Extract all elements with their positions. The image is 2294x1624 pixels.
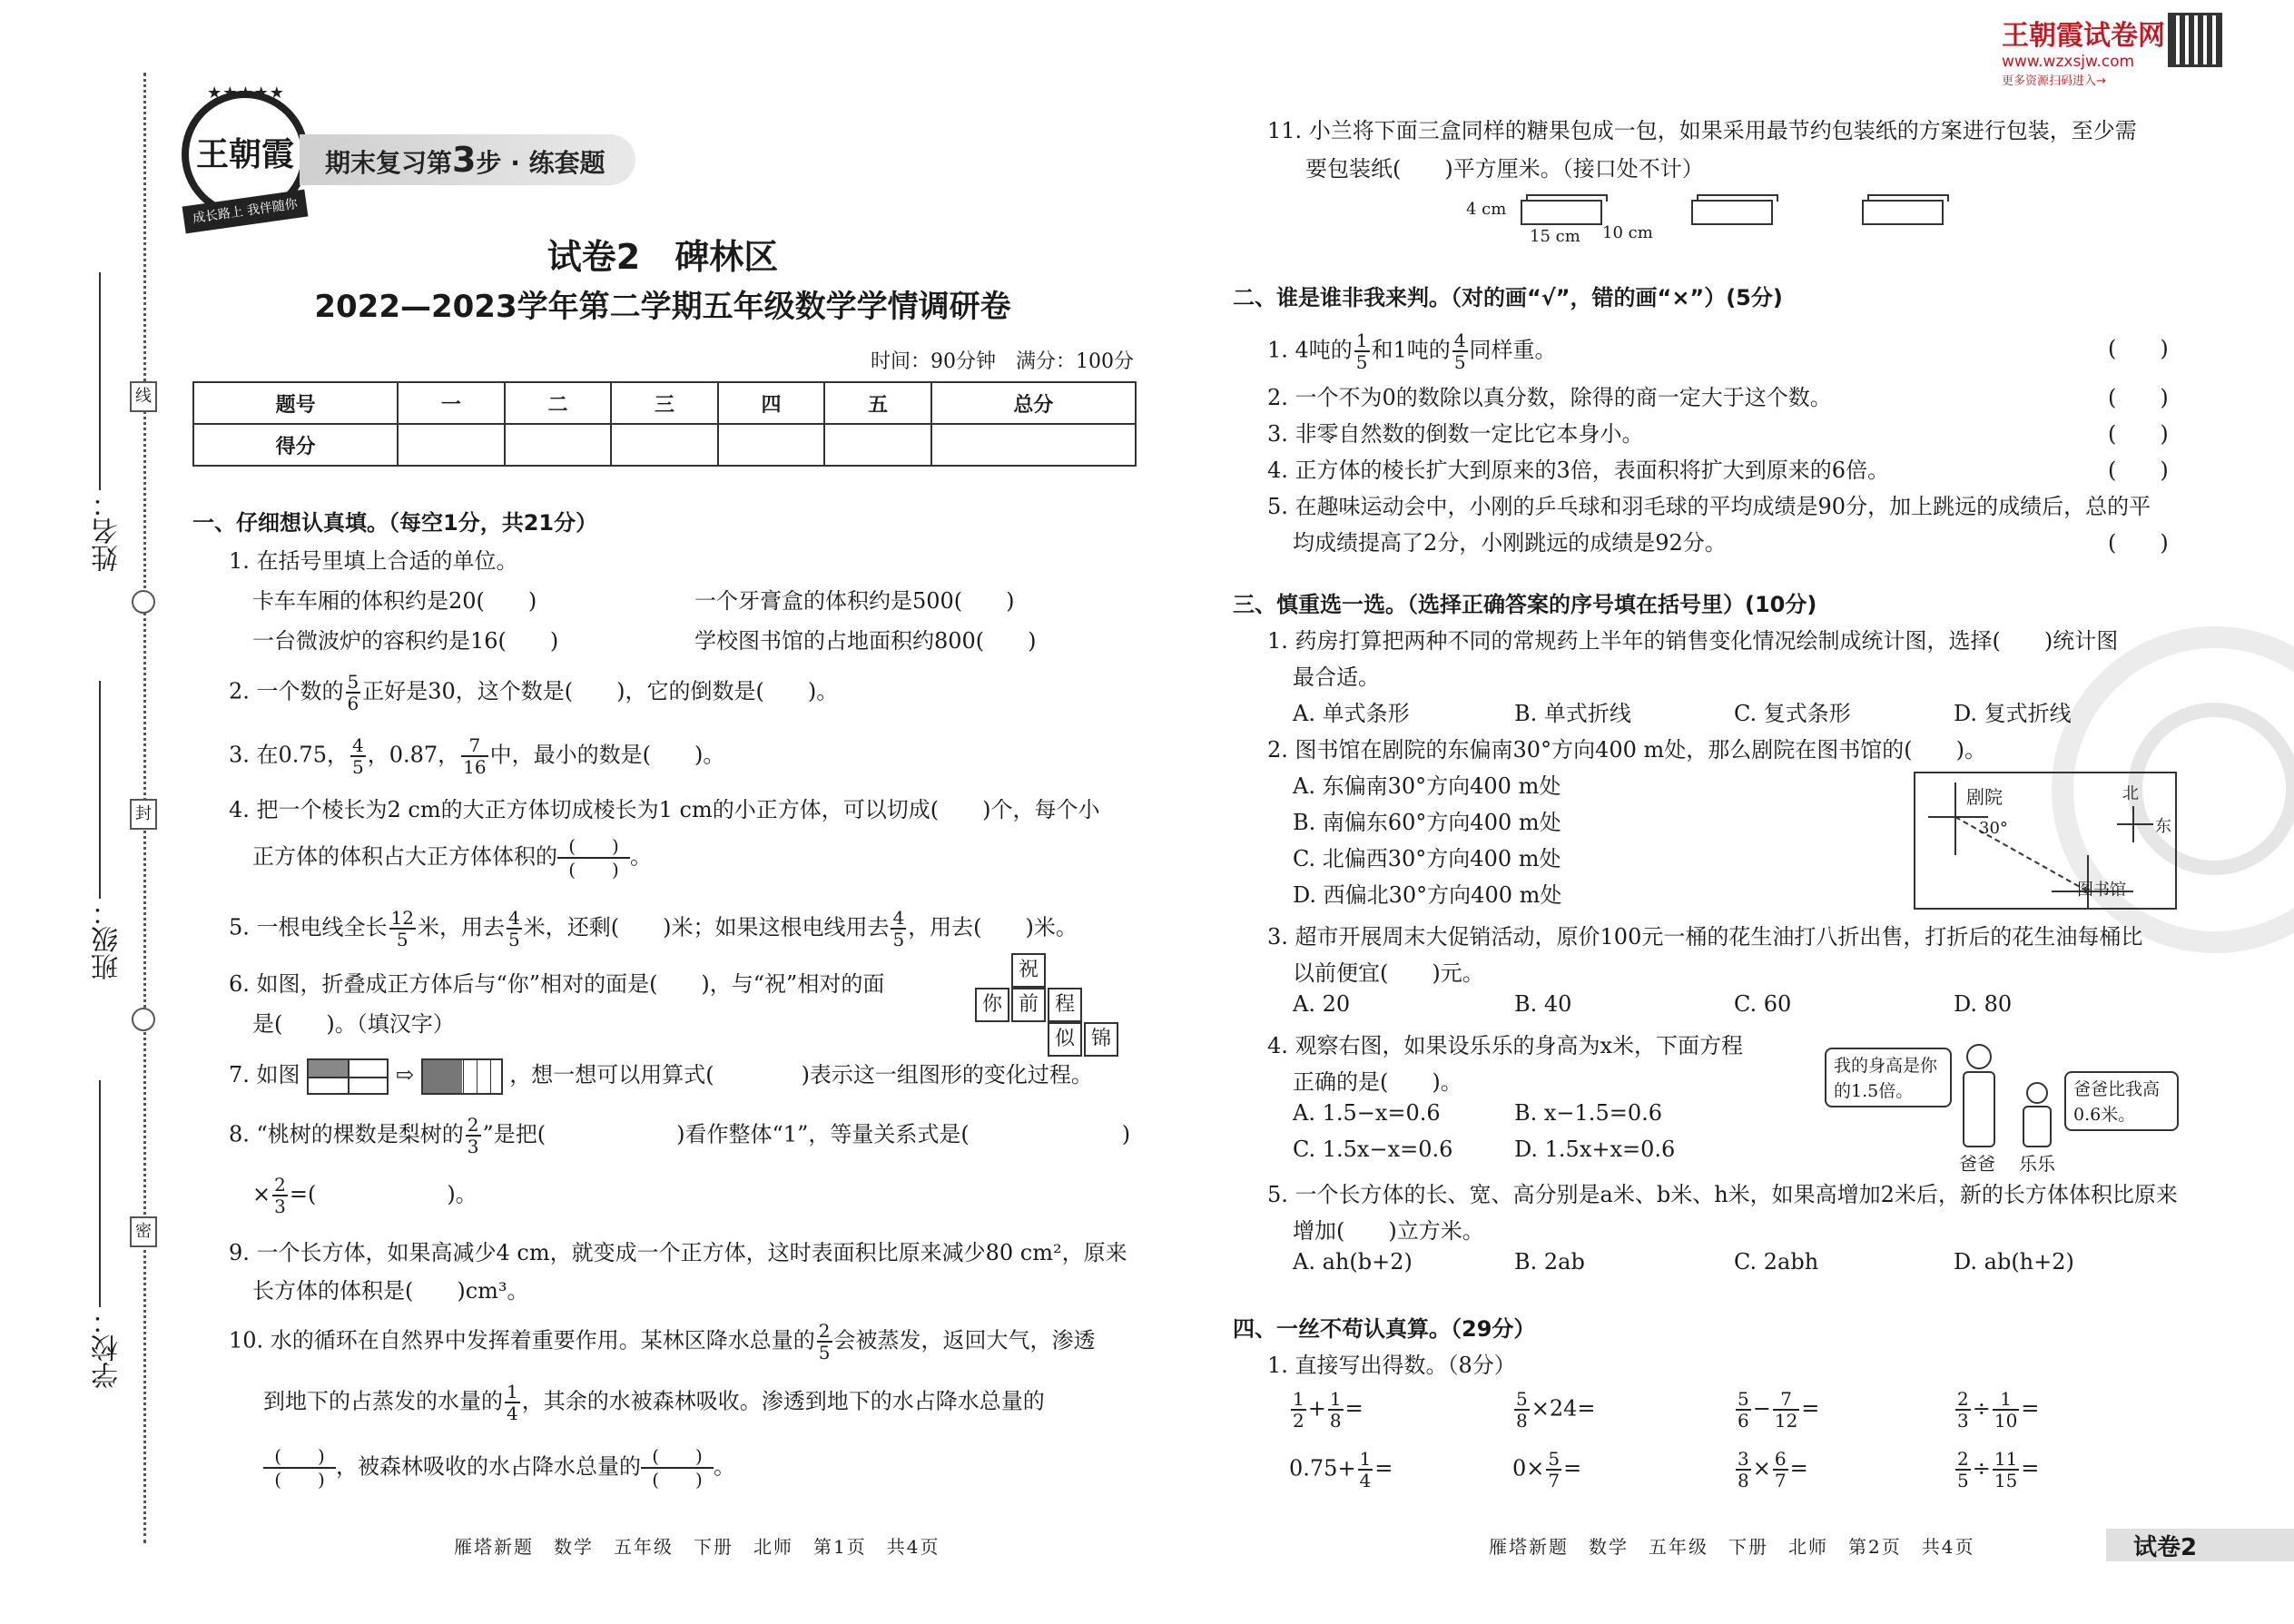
s2-q5a: 5. 在趣味运动会中，小刚的乒乓球和羽毛球的平均成绩是90分，加上跳远的成绩后，总的平 [1267,494,2151,519]
s3-q5-opt-a[interactable]: A. ah(b+2) [1293,1249,1413,1275]
score-cell[interactable] [931,424,1136,466]
s3-q4-opt-c[interactable]: C. 1.5x−x=0.6 [1293,1137,1453,1162]
s3-q3a: 3. 超市开展周末大促销活动，原价100元一桶的花生油打八折出售，打折后的花生油每桶比 [1267,924,2143,950]
calc-item[interactable]: $\frac{5}{8}$ ×24= [1516,1388,1596,1432]
s3-q3-opt-b[interactable]: B. 40 [1514,991,1572,1017]
score-header-row: 题号 一 二 三 四 五 总分 [193,382,1136,424]
s3-q3-opt-a[interactable]: A. 20 [1293,991,1351,1017]
calc-item[interactable]: 0× $\frac{5}{7}$ = [1512,1448,1582,1491]
name-write-line[interactable] [99,272,101,490]
s2-q5b: 均成绩提高了2分，小刚跳远的成绩是92分。 [1293,530,1727,556]
s3-q3-opt-d[interactable]: D. 80 [1954,991,2013,1017]
s3-q5-opt-b[interactable]: B. 2ab [1514,1249,1585,1275]
s1-q1: 1. 在括号里填上合适的单位。 [229,548,518,574]
publisher-logo [182,84,309,227]
section4-title: 四、一丝不苟认真算。（29分） [1233,1316,1536,1342]
s3-q2-opt-a[interactable]: A. 东偏南30°方向400 m处 [1293,773,1561,799]
school-label: 学校： [92,1307,123,1389]
class-write-line[interactable] [99,681,101,899]
logo-stars-icon: ★★★★★ [207,84,285,103]
s1-q8a: 8. “桃树的棵数是梨树的 $\frac{2}{3}$ ”是把( )看作整体“1”，等量关系式是( ) [229,1114,1131,1157]
s2-q3-answer[interactable]: ( ) [2108,421,2169,447]
name-label: 姓名： [92,490,123,572]
s1-q6a: 6. 如图，折叠成正方体后与“你”相对的面是( )，与“祝”相对的面 [229,971,885,997]
s1-q1a: 卡车车厢的体积约是20( ) [252,588,537,614]
kid-speech-bubble: 爸爸比我高0.6米。 [2064,1071,2179,1131]
s1-q10a: 10. 水的循环在自然界中发挥着重要作用。某林区降水总量的 $\frac{2}{5}$ 会被蒸发，返回大气，渗透 [229,1320,1096,1363]
s3-q2-opt-d[interactable]: D. 西偏北30°方向400 m处 [1293,882,1562,908]
s3-q1b: 最合适。 [1293,664,1380,690]
s1-q2: 2. 一个数的 $\frac{5}{6}$ 正好是30，这个数是( )，它的倒数是( )。 [229,671,839,714]
binding-char-mi: 密 [130,1216,157,1247]
calc-item[interactable]: $\frac{2}{5}$ ÷ $\frac{11}{15}$ = [1957,1448,2040,1491]
s1-q4a: 4. 把一个棱长为2 cm的大正方体切成棱长为1 cm的小正方体，可以切成( )个，每个小 [229,797,1100,822]
candy-box-figure: 4 cm 15 cm 10 cm [1466,191,1956,254]
s2-q5-answer[interactable]: ( ) [2108,530,2169,556]
dad-body-icon [1963,1071,1995,1147]
score-cell[interactable] [505,424,612,466]
fraction-bar-figure [307,1058,389,1095]
s1-q10b: 到地下的占蒸发的水量的 $\frac{1}{4}$ ，其余的水被森林吸收。渗透到地下的水占降水总量的 [263,1381,1045,1424]
section1-title: 一、仔细想认真填。（每空1分，共21分） [192,510,598,536]
s1-q9a: 9. 一个长方体，如果高减少4 cm，就变成一个正方体，这时表面积比原来减少80 cm²，原来 [229,1240,1127,1265]
s3-q5a: 5. 一个长方体的长、宽、高分别是a米、b米、h米，如果高增加2米后，新的长方体体积比原来 [1267,1182,2178,1207]
s1-q4b: 正方体的体积占大正方体体积的 ( ) ( )。 [252,835,652,881]
s1-q11b: 要包装纸( )平方厘米。（接口处不计） [1305,156,1704,182]
s2-q4-answer[interactable]: ( ) [2108,458,2169,483]
s3-q1-opt-d[interactable]: D. 复式折线 [1954,701,2072,726]
s3-q4-opt-a[interactable]: A. 1.5−x=0.6 [1293,1100,1441,1126]
s3-q4a: 4. 观察右图，如果设乐乐的身高为x米，下面方程 [1267,1033,1744,1058]
s1-q9b: 长方体的体积是( )cm³。 [252,1278,529,1304]
s2-q2: 2. 一个不为0的数除以真分数，除得的商一定大于这个数。 [1267,385,1832,410]
binding-char-feng: 封 [130,799,157,830]
phase-banner: 期末复习第3步 · 练套题 [300,134,635,185]
corner-tag: 试卷2 [2133,1534,2198,1561]
s3-q2-opt-c[interactable]: C. 北偏西30°方向400 m处 [1293,846,1561,871]
s1-q1c: 一台微波炉的容积约是16( ) [252,628,559,654]
s2-q3: 3. 非零自然数的倒数一定比它本身小。 [1267,421,1644,447]
s3-q4-opt-d[interactable]: D. 1.5x+x=0.6 [1514,1137,1676,1162]
s1-q1d: 学校图书馆的占地面积约800( ) [694,628,1037,654]
school-write-line[interactable] [99,1080,101,1307]
corner-tab [2106,1529,2294,1561]
score-cell[interactable] [824,424,931,466]
qr-code-icon[interactable] [2168,13,2222,67]
s3-q3b: 以前便宜( )元。 [1293,960,1484,986]
paper-subtitle: 2022—2023学年第二学期五年级数学学情调研卷 [314,289,1011,325]
direction-map-figure: 剧院 30° 北 东 图书馆 [1914,772,2177,910]
score-row: 得分 [193,424,1136,466]
s3-q2: 2. 图书馆在剧院的东偏南30°方向400 m处，那么剧院在图书馆的( )。 [1267,737,1986,763]
fraction-bar-figure [421,1058,503,1095]
calc-item[interactable]: $\frac{3}{8}$ × $\frac{6}{7}$ = [1738,1448,1808,1491]
dad-speech-bubble: 我的身高是你的1.5倍。 [1825,1048,1952,1107]
s3-q4b: 正确的是( )。 [1293,1069,1462,1095]
score-table [192,381,1137,467]
s4-q1: 1. 直接写出得数。（8分） [1267,1353,1516,1378]
logo-brand: 王朝霞 [195,135,294,173]
binding-hole [132,590,155,614]
footer-right: 雁塔新题 数学 五年级 下册 北师 第2页 共4页 [1489,1536,1975,1558]
s1-q5: 5. 一根电线全长 $\frac{12}{5}$ 米，用去 $\frac{4}{5}$ 米，还剩( )米；如果这根电线用去 $\frac{4}{5}$ ，用去( )米。 [229,907,1078,950]
calc-item[interactable]: $\frac{2}{3}$ ÷ $\frac{1}{10}$ = [1957,1388,2040,1432]
s1-q11a: 11. 小兰将下面三盒同样的糖果包成一包，如果采用最节约包装纸的方案进行包装，至少需 [1267,118,2137,143]
s3-q1-opt-a[interactable]: A. 单式条形 [1293,701,1410,726]
class-label: 班级： [92,899,123,980]
binding-hole [132,1008,155,1031]
score-cell[interactable] [718,424,825,466]
s3-q1-opt-b[interactable]: B. 单式折线 [1514,701,1631,726]
score-cell[interactable] [611,424,718,466]
dad-and-kid-figure: 我的身高是你的1.5倍。 爸爸比我高0.6米。 爸爸 乐乐 [1825,1037,2179,1173]
s2-q4: 4. 正方体的棱长扩大到原来的3倍，表面积将扩大到原来的6倍。 [1267,458,1890,483]
arrow-right-icon: ⇨ [395,1062,414,1088]
s2-q2-answer[interactable]: ( ) [2108,385,2169,410]
s2-q1-answer[interactable]: ( ) [2108,336,2169,361]
section3-title: 三、慎重选一选。（选择正确答案的序号填在括号里）(10分) [1233,592,1817,617]
logo-ribbon: 成长路上 我伴随你 [182,190,309,234]
s3-q2-opt-b[interactable]: B. 南偏东60°方向400 m处 [1293,810,1561,835]
s3-q1-opt-c[interactable]: C. 复式条形 [1734,701,1851,726]
binding-char-xian: 线 [130,381,157,412]
s3-q3-opt-c[interactable]: C. 60 [1734,991,1792,1017]
s1-q10c: ( ) ( )，被森林吸收的水占降水总量的 ( ) ( )。 [263,1445,735,1491]
site-watermark: 王朝霞试卷网 www.wzxsjw.com 更多资源扫码进入→ [2002,20,2165,88]
paper-title: 试卷2 碑林区 [546,237,779,277]
s1-q1b: 一个牙膏盒的体积约是500( ) [694,588,1015,614]
s3-q5-opt-c[interactable]: C. 2abh [1734,1249,1819,1275]
calc-item[interactable]: 0.75+ $\frac{1}{4}$ = [1289,1448,1393,1491]
s3-q1a: 1. 药房打算把两种不同的常规药上半年的销售变化情况绘制成统计图，选择( )统计图 [1267,628,2119,654]
score-cell[interactable] [398,424,505,466]
calc-item[interactable]: $\frac{1}{2}$ + $\frac{1}{8}$ = [1293,1388,1364,1432]
section2-title: 二、谁是谁非我来判。（对的画“√”，错的画“×”）(5分) [1233,285,1783,310]
s1-q8b: × $\frac{2}{3}$ =( )。 [252,1174,478,1217]
s1-q7: 7. 如图 ⇨ ，想一想可以用算式( )表示这一组图形的变化过程。 [229,1057,1093,1095]
footer-left: 雁塔新题 数学 五年级 下册 北师 第1页 共4页 [454,1536,940,1558]
calc-item[interactable]: $\frac{5}{6}$ − $\frac{7}{12}$ = [1738,1388,1820,1432]
s3-q4-opt-b[interactable]: B. x−1.5=0.6 [1514,1100,1662,1126]
kid-head-icon [2026,1082,2048,1104]
s1-q3: 3. 在0.75， $\frac{4}{5}$ ，0.87， $\frac{7}{16}$ 中，最小的数是( )。 [229,734,725,778]
binding-strip [86,73,168,1561]
s3-q5b: 增加( )立方米。 [1293,1218,1484,1244]
time-info: 时间：90分钟 满分：100分 [871,350,1134,373]
kid-body-icon [2023,1106,2052,1147]
s2-q1: 1. 4吨的 $\frac{1}{5}$ 和1吨的 $\frac{4}{5}$ 同样重。 [1267,330,1557,373]
s1-q6b: 是( )。（填汉字） [252,1011,455,1037]
s3-q5-opt-d[interactable]: D. ab(h+2) [1954,1249,2074,1275]
dad-head-icon [1966,1044,1992,1069]
